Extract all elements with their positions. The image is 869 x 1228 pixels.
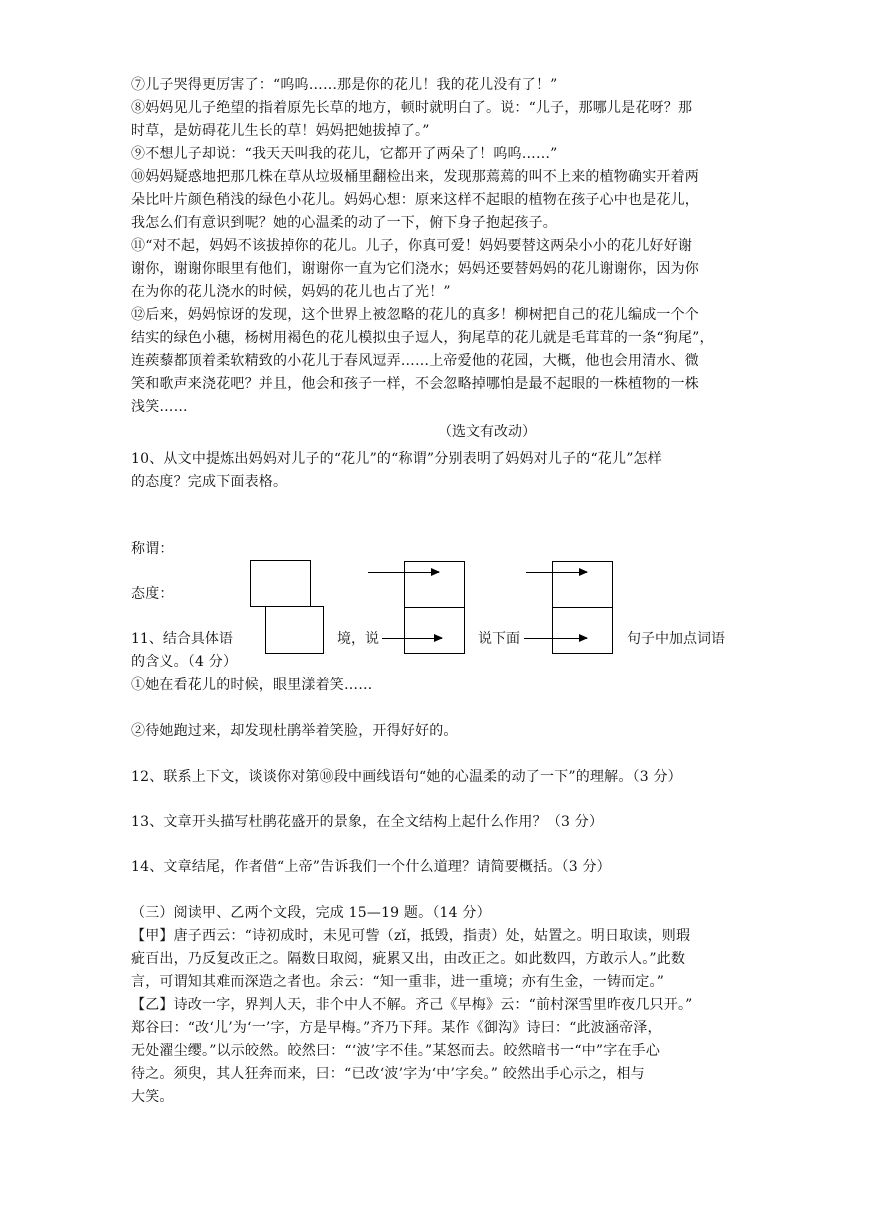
question-11-fragment: 说下面 (478, 631, 520, 647)
text-b-line: 【乙】诗改一字，界判人天，非个中人不解。齐己《早梅》云：“前村深雪里昨夜几只开。” (131, 997, 693, 1013)
label-attitude: 态度： (131, 586, 174, 602)
question-11-fragment: 句子中加点词语 (627, 631, 725, 647)
answer-box-attitude-1[interactable] (265, 606, 324, 654)
passage-paragraph-11-line: 谢你，谢谢你眼里有他们，谢谢你一直为它们浇水；妈妈还要替妈妈的花儿谢谢你，因为你 (131, 261, 699, 277)
passage-paragraph-10-line: ⑩妈妈疑惑地把那几株在草从垃圾桶里翻检出来，发现那蔫蔫的叫不上来的植物确实开着两 (131, 169, 699, 185)
text-b-line: 无处濯尘缨。”以示皎然。皎然曰：“‘波’字不佳。”某怒而去。皎然暗书一“中”字在手心 (131, 1043, 661, 1059)
passage-paragraph-9: ⑨不想儿子却说：“我天天叫我的花儿，它都开了两朵了！呜呜……” (131, 146, 558, 162)
question-11-fragment: 境，说 (337, 631, 379, 647)
text-a-line: 言，可谓知其难而深造之者也。余云：“知一重非，进一重境；亦有生金，一铸而定。” (131, 974, 665, 990)
question-11-sentence-2: ②待她跑过来，却发现杜鹃举着笑脸，开得好好的。 (131, 723, 458, 739)
passage-paragraph-8-line: 时草，是妨碍花儿生长的草！妈妈把她拔掉了。” (131, 123, 430, 139)
passage-paragraph-10-line: 朵比叶片颜色稍浅的绿色小花儿。妈妈心想：原来这样不起眼的植物在孩子心中也是花儿， (131, 192, 699, 208)
arrow-icon (526, 572, 587, 573)
text-a-line: 疵百出，乃反复改正之。隔数日取阅，疵累又出，由改正之。如此数四，方敢示人。”此数 (131, 951, 686, 967)
passage-paragraph-12-line: 结实的绿色小穗，杨树用褐色的花儿模拟虫子逗人，狗尾草的花儿就是毛茸茸的一条“狗尾”， (131, 330, 714, 346)
question-10-line: 10、从文中提炼出妈妈对儿子的“花儿”的“称谓”分别表明了妈妈对儿子的“花儿”怎样 (131, 451, 662, 467)
question-14: 14、文章结尾，作者借“上帝”告诉我们一个什么道理？请简要概括。（3 分） (131, 859, 611, 875)
passage-paragraph-12-line: ⑫后来，妈妈惊讶的发现，这个世界上被忽略的花儿的真多！柳树把自己的花儿编成一个个 (131, 307, 699, 323)
answer-box-title-1[interactable] (250, 560, 311, 607)
passage-paragraph-11-line: 在为你的花儿浇水的时候，妈妈的花儿也占了光！” (131, 284, 451, 300)
answer-box-attitude-3[interactable] (552, 607, 613, 654)
arrow-icon (524, 638, 587, 639)
passage-paragraph-12-line: 笑和歌声来浇花吧？并且，他会和孩子一样，不会忽略掉哪怕是最不起眼的一株植物的一株 (131, 376, 699, 392)
question-12: 12、联系上下文，谈谈你对第⑩段中画线语句“她的心温柔的动了一下”的理解。（3 分） (131, 769, 682, 785)
question-13: 13、文章开头描写杜鹃花盛开的景象，在全文结构上起什么作用？（3 分） (131, 814, 604, 830)
passage-paragraph-8-line: ⑧妈妈见儿子绝望的指着原先长草的地方，顿时就明白了。说：“儿子，那哪儿是花呀？那 (131, 100, 693, 116)
label-title: 称谓： (131, 541, 174, 557)
question-11-sentence-1: ①她在看花儿的时候，眼里漾着笑…… (131, 677, 373, 693)
passage-paragraph-7: ⑦儿子哭得更厉害了：“呜呜……那是你的花儿！我的花儿没有了！” (131, 77, 558, 93)
text-b-line: 大笑。 (131, 1089, 174, 1105)
passage-paragraph-12-line: 浅笑…… (131, 399, 188, 415)
arrow-icon (382, 638, 442, 639)
passage-paragraph-12-line: 连蒺藜都顶着柔软精致的小花儿于春风逗弄……上帝爱他的花园，大概，他也会用清水、微 (131, 353, 699, 369)
passage-paragraph-10-line: 我怎么们有意识到呢？她的心温柔的动了一下，俯下身子抱起孩子。 (131, 215, 557, 231)
text-b-line: 待之。须臾，其人狂奔而来，曰：“已改‘波’字为‘中’字矣。” 皎然出手心示之，相与 (131, 1066, 645, 1082)
text-b-line: 郑谷曰：“改‘儿’为‘一’字，方是早梅。”齐乃下拜。某作《御沟》诗曰：“此波涵帝泽， (131, 1020, 662, 1036)
source-note: （选文有改动） (438, 424, 536, 440)
passage-paragraph-11-line: ⑪“对不起，妈妈不该拔掉你的花儿。儿子，你真可爱！妈妈要替这两朵小小的花儿好好谢 (131, 238, 693, 254)
section-3-heading: （三）阅读甲、乙两个文段，完成 15—19 题。（14 分） (131, 905, 491, 921)
answer-box-attitude-2[interactable] (404, 607, 465, 654)
question-11-line: 的含义。（4 分） (131, 654, 238, 670)
arrow-icon (368, 572, 439, 573)
text-a-line: 【甲】唐子西云：“诗初成时，未见可訾（zǐ，抵毁，指责）处，姑置之。明日取读，则瑕 (131, 928, 691, 944)
question-10-line: 的态度？完成下面表格。 (131, 474, 288, 490)
question-11-fragment: 11、结合具体语 (131, 631, 233, 647)
